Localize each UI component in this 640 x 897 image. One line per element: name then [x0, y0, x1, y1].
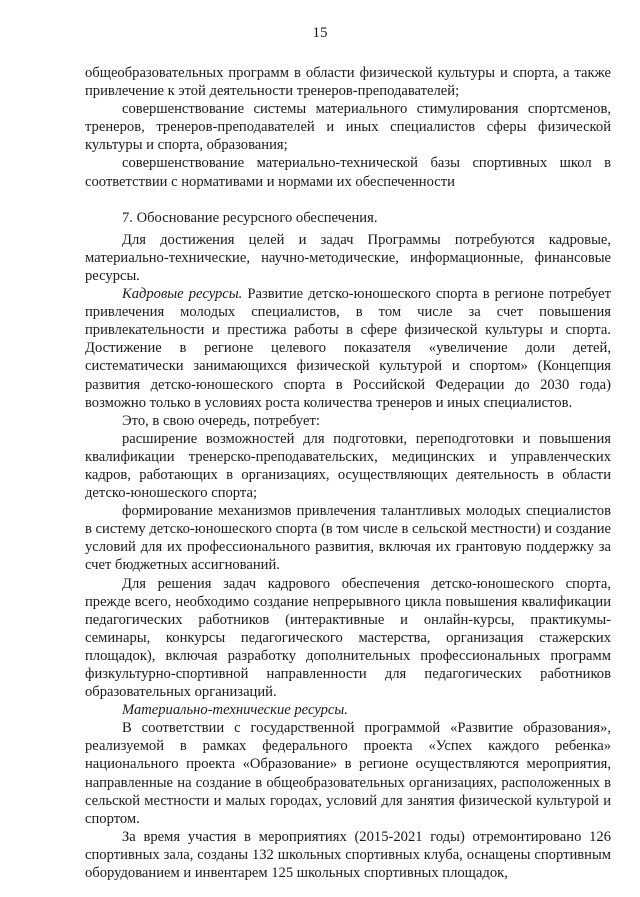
- paragraph-requirements-intro: Это, в свою очередь, потребует:: [122, 412, 320, 429]
- paragraph-personnel-tasks: Для решения задач кадрового обеспечения детско-юношеского спорта, прежде всего, необходимо создание непрерывного цикла повышения квалификации педагогических работников (интерактивные и онлайн-курсы, практикумы-семинары, конкурсы педагогического мастерства, организация стажерских площадок), включая разработку дополнительных профессиональных программ физкультурно-спортивной направленности для педагогических работников образовательных организаций.: [85, 575, 611, 701]
- paragraph-personnel-resources: [85, 285, 611, 412]
- paragraph-results: За время участия в мероприятиях (2015-2021 годы) отремонтировано 126 спортивных зала, созданы 132 школьных спортивных клуба, оснащены спортивным оборудованием и инвентарем 125 школьных спортивных площадок,: [85, 828, 611, 882]
- paragraph-list-item-stimulation: совершенствование системы материального стимулирования спортсменов, тренеров, тренеров-преподавателей и иных специалистов сферы физической культуры и спорта, образования;: [85, 101, 611, 154]
- paragraph-personnel-resources-body: Развитие детско-юношеского спорта в регионе потребует привлечения молодых специалистов, в том числе за счет повышения привлекательности и престижа работы в сфере физической культуры и спорта. Достижение в регионе целевого показателя «увеличение доли детей, систематически занимающихся физической культурой и спортом» (Концепция развития детско-юношеского спорта в Российской Федерации до 2030 года) возможно только в условиях роста количества тренеров и иных специалистов.: [85, 286, 612, 411]
- paragraph-state-program: В соответствии с государственной программой «Развитие образования», реализуемой в рамках федерального проекта «Успех каждого ребенка» национального проекта «Образование» в регионе осуществляются мероприятия, направленные на создание в общеобразовательных организациях, расположенных в сельской местности и малых городах, условий для занятия физической культурой и спортом.: [85, 720, 611, 827]
- document-body: [85, 64, 611, 882]
- paragraph-continuation: общеобразовательных программ в области физической культуры и спорта, а также привлечение к этой деятельности тренеров-преподавателей;: [85, 65, 611, 100]
- subheading-personnel-resources: Кадровые ресурсы.: [122, 286, 243, 303]
- section-heading: 7. Обоснование ресурсного обеспечения.: [122, 209, 378, 226]
- paragraph-list-item-attraction: формирование механизмов привлечения талантливых молодых специалистов в систему детско-юношеского спорта (в том числе в сельской местности) и создание условий для их профессионального развития, включая их грантовую поддержку за счет бюджетных ассигнований.: [85, 503, 611, 574]
- subheading-material-resources: Материально-технические ресурсы.: [122, 702, 348, 719]
- paragraph-list-item-training: расширение возможностей для подготовки, переподготовки и повышения квалификации тренерско-преподавательских, медицинских и управленческих кадров, работающих в организациях, осуществляющих деятельность в области детско-юношеского спорта;: [85, 430, 611, 502]
- page-number: 15: [312, 25, 328, 41]
- paragraph-list-item-material-base: совершенствование материально-технической базы спортивных школ в соответствии с нормативами и нормами их обеспеченности: [85, 155, 611, 190]
- paragraph-resources-intro: Для достижения целей и задач Программы потребуются кадровые, материально-технические, научно-методические, информационные, финансовые ресурсы.: [85, 231, 611, 284]
